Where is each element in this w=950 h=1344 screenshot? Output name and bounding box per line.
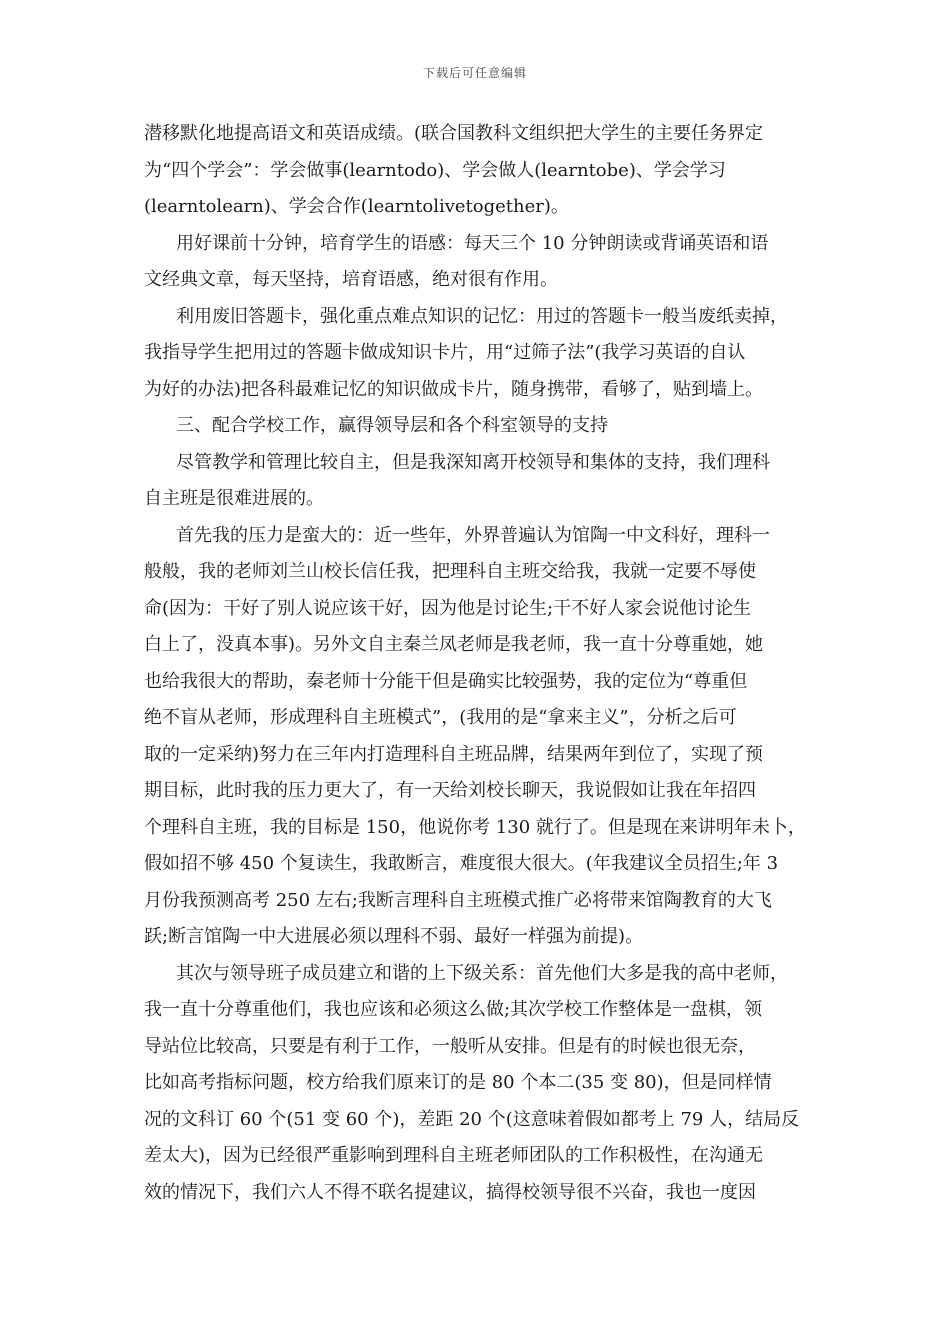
text-line: 为“四个学会”：学会做事(learntodo)、学会做人(learntobe)、学会学习 [144,159,726,181]
text-line: 月份我预测高考 250 左右;我断言理科自主班模式推广必将带来馆陶教育的大飞 [144,889,772,911]
text-line: 白上了，没真本事)。另外文自主秦兰凤老师是我老师，我一直十分尊重她，她 [144,634,764,655]
text-line: 文经典文章，每天坚持，培育语感，绝对很有作用。 [144,269,558,290]
text-line: 利用废旧答题卡，强化重点难点知识的记忆：用过的答题卡一般当废纸卖掉， [176,305,788,327]
text-line: 也给我很大的帮助，秦老师十分能干但是确实比较强势，我的定位为“尊重但 [144,670,748,692]
text-line: 个理科自主班，我的目标是 150，他说你考 130 就行了。但是现在来讲明年未卜， [144,816,806,838]
text-line: 自主班是很难进展的。 [144,488,324,509]
text-line: 况的文科订 60 个(51 变 60 个)，差距 20 个(这意味着假如都考上 79 人，结局反 [144,1108,800,1130]
text-line: 期目标，此时我的压力更大了，有一天给刘校长聊天，我说假如让我在年招四 [144,780,756,801]
text-line: 导站位比较高，只要是有利于工作，一般听从安排。但是有的时候也很无奈， [144,1035,756,1057]
text-line: 其次与领导班子成员建立和谐的上下级关系：首先他们大多是我的高中老师， [176,962,788,984]
text-line: 用好课前十分钟，培育学生的语感：每天三个 10 分钟朗读或背诵英语和语 [176,232,769,254]
text-line: 绝不盲从老师，形成理科自主班模式”，(我用的是“拿来主义”，分析之后可 [144,707,737,728]
text-line: 首先我的压力是蛮大的：近一些年，外界普遍认为馆陶一中文科好，理科一 [176,524,770,546]
text-line: 为好的办法)把各科最难记忆的知识做成卡片，随身携带，看够了，贴到墙上。 [144,378,764,400]
header-note: 下载后可任意编辑 [422,66,527,80]
text-line: 潜移默化地提高语文和英语成绩。(联合国教科文组织把大学生的主要任务界定 [144,123,764,144]
text-line: 假如招不够 450 个复读生，我敢断言，难度很大很大。(年我建议全员招生;年 3 [144,853,779,874]
text-line: 比如高考指标问题，校方给我们原来订的是 80 个本二(35 变 80)，但是同样情 [144,1072,772,1093]
text-line: 命(因为：干好了别人说应该干好，因为他是讨论生;干不好人家会说他讨论生 [144,597,752,619]
text-line: 三、配合学校工作，赢得领导层和各个科室领导的支持 [176,415,608,436]
text-line: 我指导学生把用过的答题卡做成知识卡片，用“过筛子法”(我学习英语的自认 [144,342,746,363]
text-line: 跃;断言馆陶一中大进展必须以理科不弱、最好一样强为前提)。 [144,926,644,947]
text-line: 差太大)，因为已经很严重影响到理科自主班老师团队的工作积极性，在沟通无 [144,1145,764,1166]
text-line: 取的一定采纳)努力在三年内打造理科自主班品牌，结果两年到位了，实现了预 [144,743,764,765]
text-line: 我一直十分尊重他们，我也应该和必须这么做;其次学校工作整体是一盘棋，领 [144,999,763,1020]
text-line: 般般，我的老师刘兰山校长信任我，把理科自主班交给我，我就一定要不辱使 [144,561,756,582]
text-line: 效的情况下，我们六人不得不联名提建议，搞得校领导很不兴奋，我也一度因 [144,1181,756,1203]
text-line: (learntolearn)、学会合作(learntolivetogether)。 [144,196,569,217]
text-line: 尽管教学和管理比较自主，但是我深知离开校领导和集体的支持，我们理科 [176,451,770,473]
document-body [144,116,812,1211]
